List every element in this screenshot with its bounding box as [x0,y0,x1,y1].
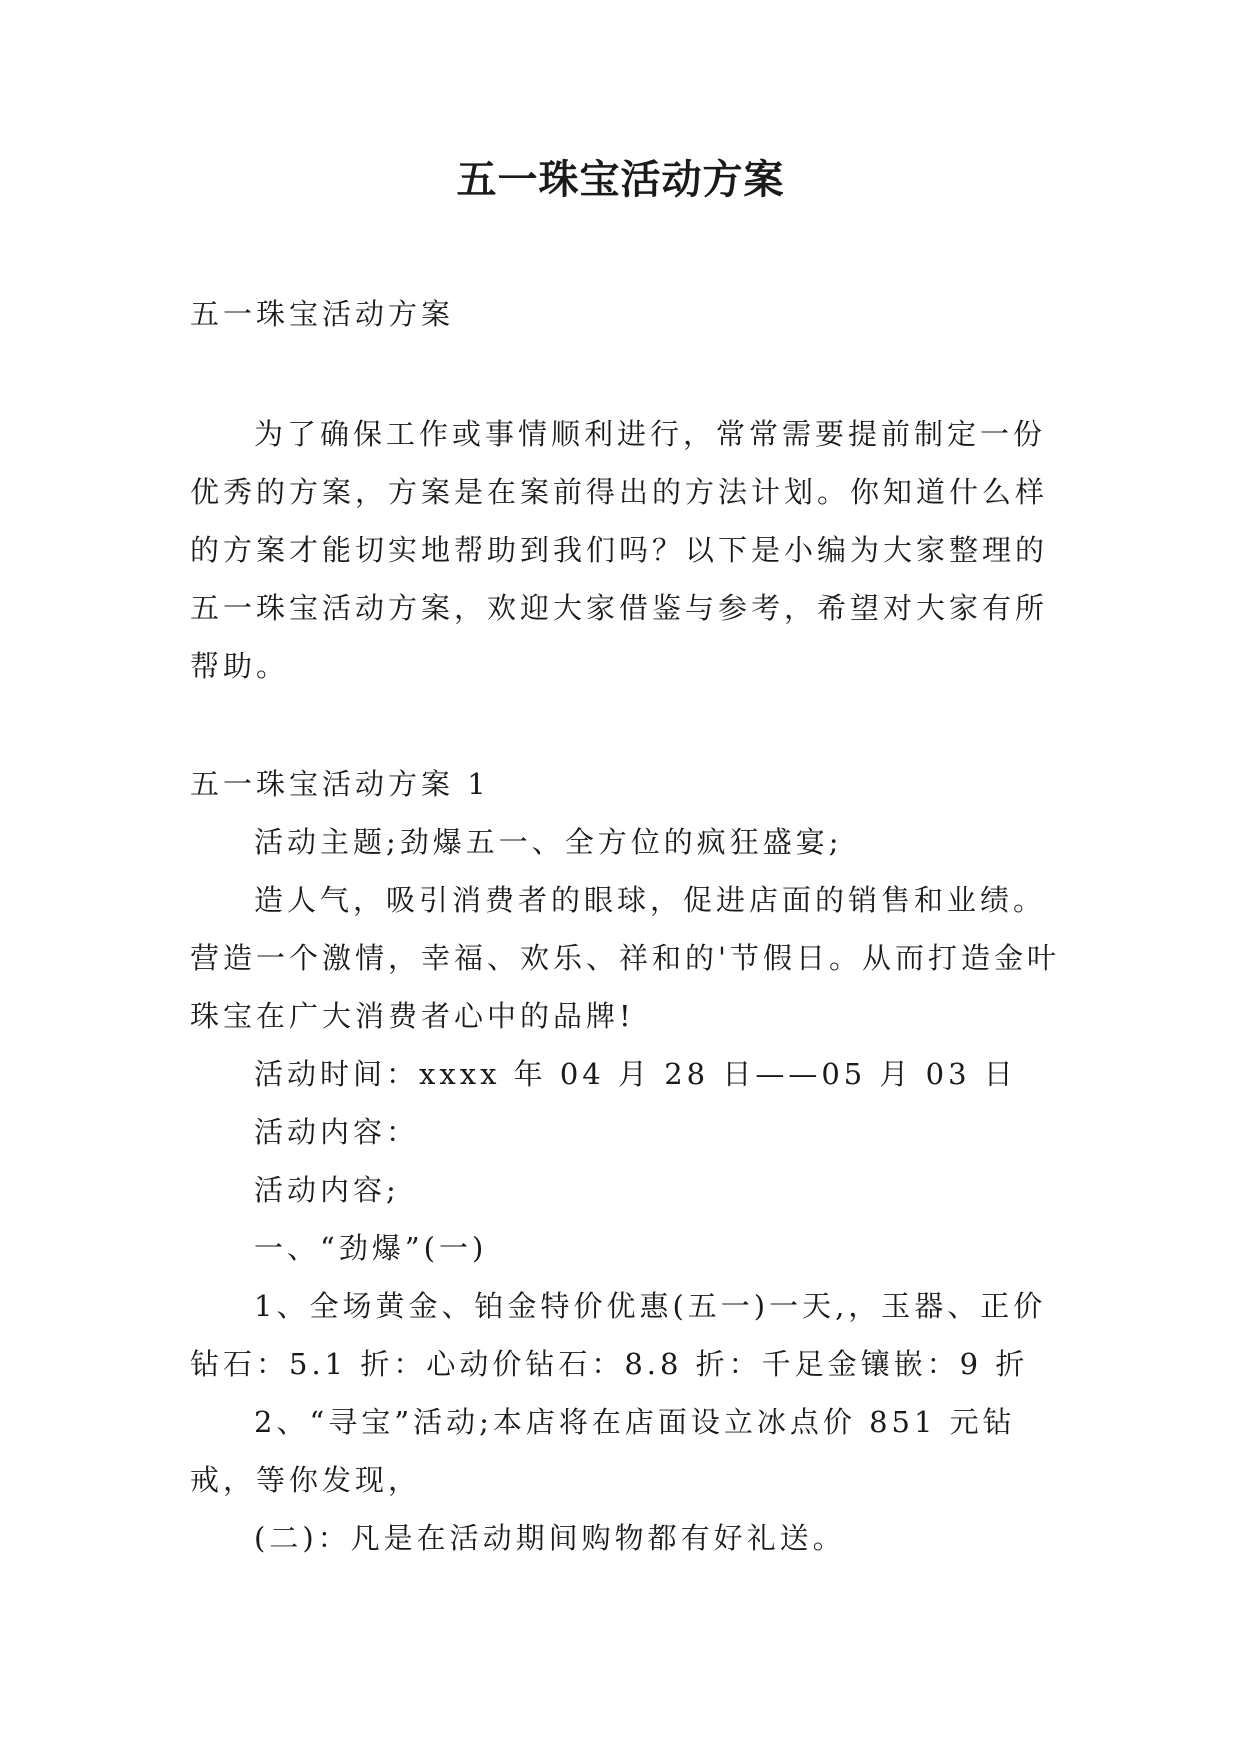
part-one-heading: 一、“劲爆”(一) [254,1231,488,1265]
part-two-text: (二)：凡是在活动期间购物都有好礼送。 [254,1521,846,1555]
document-title: 五一珠宝活动方案 [456,157,785,203]
section-heading: 五一珠宝活动方案 1 [190,767,490,801]
subtitle-text: 五一珠宝活动方案 [190,297,455,331]
list-item: 2、“寻宝”活动;本店将在店面设立冰点价 851 元钻戒，等你发现， [190,1405,1016,1497]
activity-content-label-2: 活动内容; [254,1173,400,1207]
intro-paragraph [190,405,1060,695]
document-subtitle [190,285,1060,343]
activity-time: 活动时间：xxxx 年 04 月 28 日——05 月 03 日 [254,1057,1017,1091]
activity-content-label: 活动内容： [254,1115,420,1149]
list-item: 1、全场黄金、铂金特价优惠(五一)一天,，玉器、正价钻石：5.1 折：心动价钻石：8.8 折：千足金镶嵌：9 折 [190,1289,1047,1381]
activity-theme: 活动主题;劲爆五一、全方位的疯狂盛宴; [254,825,843,859]
intro-text: 为了确保工作或事情顺利进行，常常需要提前制定一份优秀的方案，方案是在案前得出的方法计划。你知道什么样的方案才能切实地帮助到我们吗？以下是小编为大家整理的五一珠宝活动方案，欢迎大家借鉴与参考，希望对大家有所帮助。 [190,417,1049,683]
section-1 [190,755,1060,1567]
activity-purpose: 造人气，吸引消费者的眼球，促进店面的销售和业绩。营造一个激情，幸福、欢乐、祥和的'节假日。从而打造金叶珠宝在广大消费者心中的品牌! [190,883,1060,1033]
